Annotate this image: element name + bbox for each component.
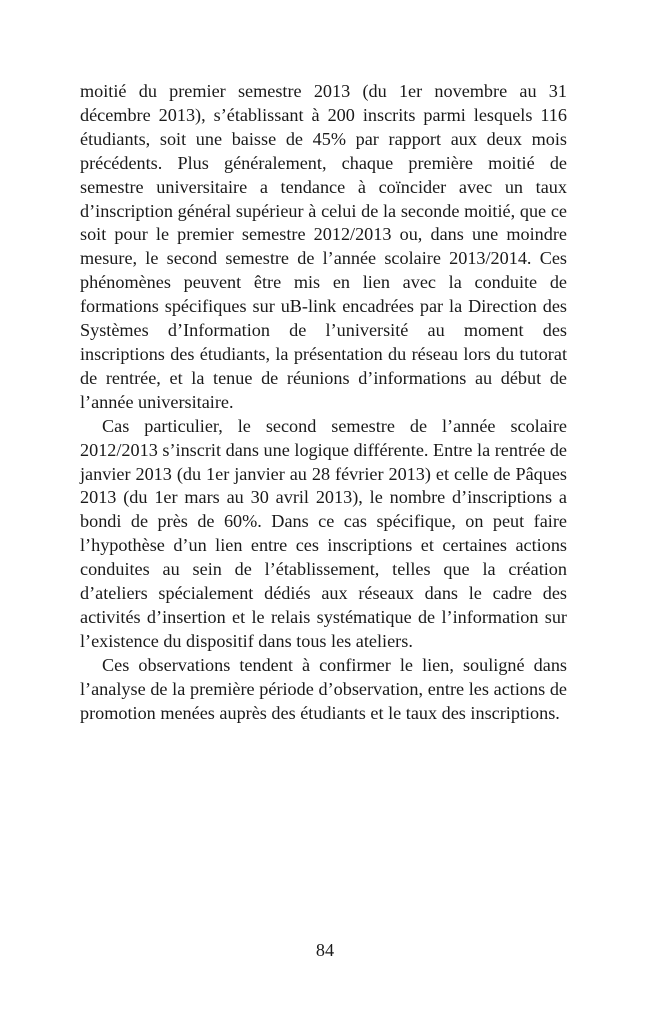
- paragraph-conclusion: Ces observations tendent à confirmer le lien, souligné dans l’analyse de la première période d’observation, entre les actions de promotion menées auprès des étudiants et le taux des inscriptions.: [80, 654, 567, 723]
- paragraph-continuation: moitié du premier semestre 2013 (du 1er novembre au 31 décembre 2013), s’établissant à 200 inscrits parmi lesquels 116 étudiants, soit une baisse de 45% par rapport aux deux mois précédents. Plus généralement, chaque première moitié de semestre universitaire a tendance à coïncider avec un taux d’inscription général supérieur à celui de la seconde moitié, que ce soit pour le premier semestre 2012/2013 ou, dans une moindre mesure, le second semestre de l’année scolaire 2013/2014. Ces phénomènes peuvent être mis en lien avec la conduite de formations spécifiques sur uB-link encadrées par la Direction des Systèmes d’Information de l’université au moment des inscriptions des étudiants, la présentation du réseau lors du tutorat de rentrée, et la tenue de réunions d’informations au début de l’année universitaire.: [80, 81, 567, 412]
- page-body: [80, 80, 567, 725]
- page-number: 84: [315, 940, 335, 960]
- paragraph-special-case: Cas particulier, le second semestre de l’année scolaire 2012/2013 s’inscrit dans une logique différente. Entre la rentrée de janvier 2013 (du 1er janvier au 28 février 2013) et celle de Pâques 2013 (du 1er mars au 30 avril 2013), le nombre d’inscriptions a bondi de près de 60%. Dans ce cas spécifique, on peut faire l’hypothèse d’un lien entre ces inscriptions et certaines actions conduites au sein de l’établissement, telles que la création d’ateliers spécialement dédiés aux réseaux dans le cadre des activités d’insertion et le relais systématique de l’information sur l’existence du dispositif dans tous les ateliers.: [80, 415, 567, 651]
